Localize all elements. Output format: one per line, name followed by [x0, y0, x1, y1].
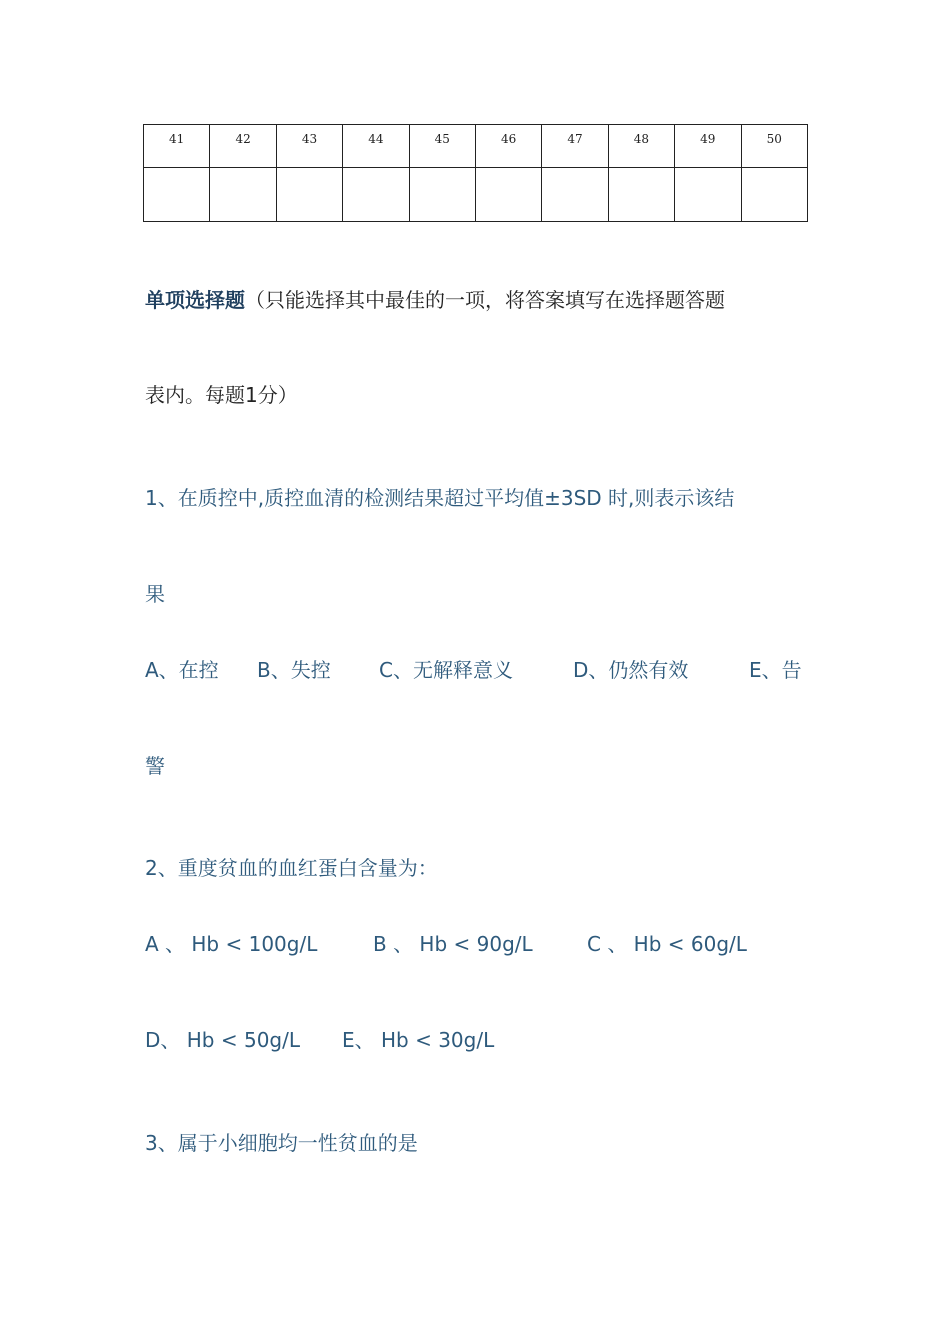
answer-number-cell: 43 [276, 125, 342, 168]
section-instructions: （只能选择其中最佳的一项，将答案填写在选择题答题 [245, 288, 725, 312]
answer-blank-cell[interactable] [144, 168, 210, 222]
answer-number-row [144, 125, 808, 168]
question-3-stem: 3、属于小细胞均一性贫血的是 [145, 1131, 418, 1155]
question-2-options-row-1 [145, 930, 810, 958]
section-title: 单项选择题 [145, 288, 245, 312]
section-heading-line [145, 286, 725, 314]
answer-blank-cell[interactable] [409, 168, 475, 222]
question-1-options [145, 656, 810, 684]
question-1-option-e-continued: 警 [145, 754, 165, 778]
question-2-option-a[interactable]: A 、 Hb < 100g/L [145, 932, 318, 956]
question-1-stem: 1、在质控中,质控血清的检测结果超过平均值±3SD 时,则表示该结 [145, 486, 735, 510]
answer-table [143, 124, 808, 222]
answer-number-cell: 41 [144, 125, 210, 168]
question-1-option-d[interactable]: D、仍然有效 [573, 658, 689, 682]
answer-blank-cell[interactable] [608, 168, 674, 222]
question-1-option-e[interactable]: E、告 [749, 658, 802, 682]
answer-blank-cell[interactable] [741, 168, 807, 222]
question-1-stem-continued: 果 [145, 582, 165, 606]
question-2-option-b[interactable]: B 、 Hb < 90g/L [373, 932, 533, 956]
question-2-option-d[interactable]: D、 Hb < 50g/L [145, 1028, 300, 1052]
answer-number-cell: 48 [608, 125, 674, 168]
question-1-option-b[interactable]: B、失控 [257, 658, 331, 682]
answer-blank-cell[interactable] [475, 168, 541, 222]
question-1-option-a[interactable]: A、在控 [145, 658, 219, 682]
answer-blank-cell[interactable] [675, 168, 741, 222]
answer-blank-row [144, 168, 808, 222]
question-1-option-c[interactable]: C、无解释意义 [379, 658, 513, 682]
answer-blank-cell[interactable] [542, 168, 608, 222]
answer-number-cell: 49 [675, 125, 741, 168]
answer-number-cell: 42 [210, 125, 276, 168]
answer-blank-cell[interactable] [276, 168, 342, 222]
question-2-stem: 2、重度贫血的血红蛋白含量为： [145, 856, 438, 880]
section-instructions-continued: 表内。每题1分） [145, 383, 298, 407]
answer-blank-cell[interactable] [210, 168, 276, 222]
question-2-option-c[interactable]: C 、 Hb < 60g/L [587, 932, 747, 956]
answer-number-cell: 45 [409, 125, 475, 168]
answer-number-cell: 50 [741, 125, 807, 168]
answer-blank-cell[interactable] [343, 168, 409, 222]
answer-number-cell: 44 [343, 125, 409, 168]
answer-number-cell: 47 [542, 125, 608, 168]
question-2-option-e[interactable]: E、 Hb < 30g/L [342, 1028, 495, 1052]
answer-number-cell: 46 [475, 125, 541, 168]
question-2-options-row-2 [145, 1026, 810, 1054]
